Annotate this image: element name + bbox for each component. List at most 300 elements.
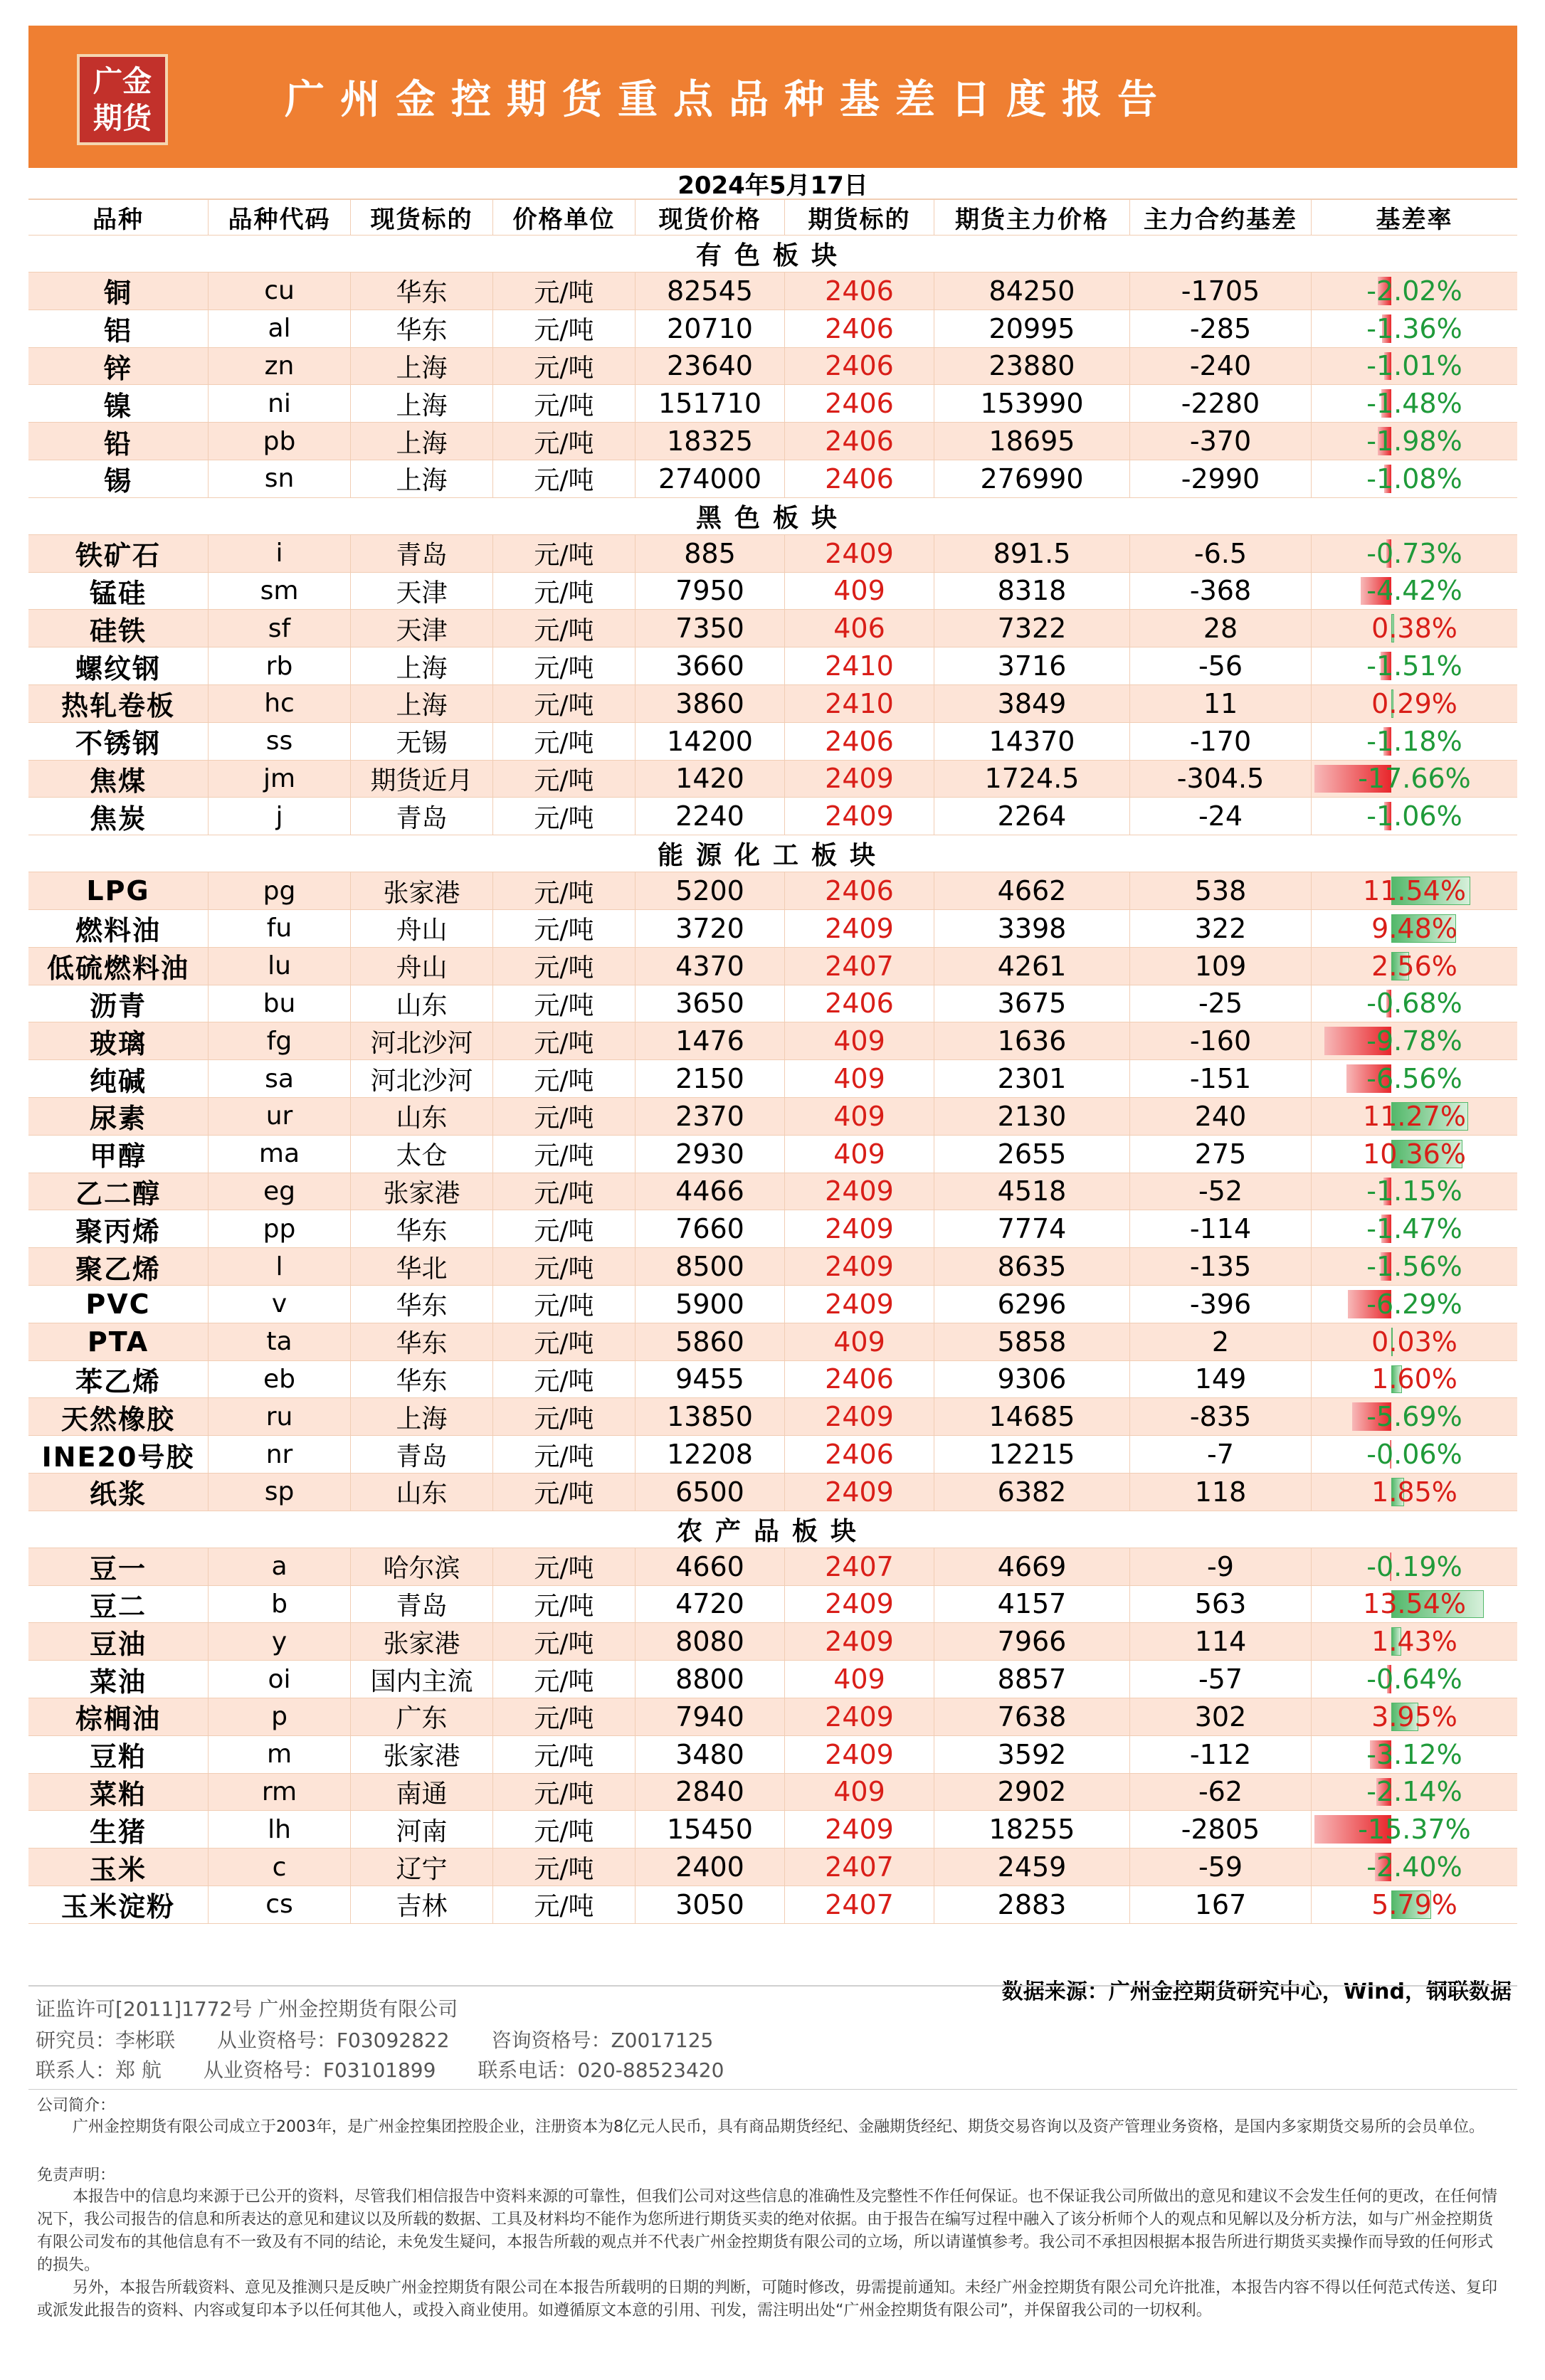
spot-price: 5860 bbox=[636, 1323, 785, 1360]
futures-contract: 409 bbox=[785, 1661, 934, 1698]
variety-name: 锡 bbox=[28, 460, 209, 497]
futures-price: 4157 bbox=[934, 1586, 1130, 1623]
price-unit: 元/吨 bbox=[493, 948, 636, 985]
section-row bbox=[28, 835, 1517, 872]
table-row bbox=[28, 1022, 1517, 1060]
price-unit: 元/吨 bbox=[493, 1361, 636, 1398]
spot-location: 华东 bbox=[351, 1323, 493, 1360]
futures-contract: 2406 bbox=[785, 872, 934, 909]
variety-name: 生猪 bbox=[28, 1811, 209, 1848]
spot-price: 3050 bbox=[636, 1886, 785, 1923]
basis-rate bbox=[1312, 1736, 1517, 1773]
spot-location: 华东 bbox=[351, 1361, 493, 1398]
price-unit: 元/吨 bbox=[493, 1548, 636, 1585]
spot-price: 5900 bbox=[636, 1286, 785, 1323]
variety-code: rm bbox=[209, 1774, 351, 1811]
price-unit: 元/吨 bbox=[493, 685, 636, 722]
table-row bbox=[28, 1173, 1517, 1211]
basis-rate bbox=[1312, 1022, 1517, 1059]
basis-rate bbox=[1312, 761, 1517, 798]
variety-name: 豆一 bbox=[28, 1548, 209, 1585]
variety-code: v bbox=[209, 1286, 351, 1323]
futures-price: 6382 bbox=[934, 1474, 1130, 1511]
futures-price: 7774 bbox=[934, 1210, 1130, 1247]
table-row bbox=[28, 1886, 1517, 1924]
table-row bbox=[28, 872, 1517, 910]
variety-code: eb bbox=[209, 1361, 351, 1398]
variety-code: fg bbox=[209, 1022, 351, 1059]
main-basis: 538 bbox=[1130, 872, 1312, 909]
basis-rate bbox=[1312, 1173, 1517, 1210]
futures-contract: 2409 bbox=[785, 1173, 934, 1210]
futures-price: 276990 bbox=[934, 460, 1130, 497]
column-header: 现货标的 bbox=[351, 200, 493, 235]
table-row bbox=[28, 1136, 1517, 1173]
basis-rate-value: 1.43% bbox=[1371, 1626, 1457, 1658]
futures-contract: 2409 bbox=[785, 910, 934, 947]
basis-rate-value: -1.08% bbox=[1366, 462, 1462, 494]
spot-price: 3860 bbox=[636, 685, 785, 722]
main-basis: -285 bbox=[1130, 310, 1312, 347]
table-row bbox=[28, 348, 1517, 386]
table-row bbox=[28, 310, 1517, 348]
futures-price: 84250 bbox=[934, 273, 1130, 310]
variety-name: 镍 bbox=[28, 385, 209, 422]
spot-location: 天津 bbox=[351, 573, 493, 610]
main-basis: -7 bbox=[1130, 1436, 1312, 1473]
spot-price: 1420 bbox=[636, 761, 785, 798]
basis-rate bbox=[1312, 1286, 1517, 1323]
basis-rate bbox=[1312, 1060, 1517, 1097]
basis-rate-value: -2.02% bbox=[1366, 275, 1462, 307]
price-unit: 元/吨 bbox=[493, 460, 636, 497]
main-basis: -6.5 bbox=[1130, 535, 1312, 572]
spot-location: 张家港 bbox=[351, 1173, 493, 1210]
main-basis: -304.5 bbox=[1130, 761, 1312, 798]
researcher-name: 研究员：李彬联 bbox=[36, 2029, 176, 2052]
spot-location: 广东 bbox=[351, 1698, 493, 1735]
futures-contract: 2406 bbox=[785, 723, 934, 760]
spot-location: 青岛 bbox=[351, 535, 493, 572]
variety-code: ur bbox=[209, 1098, 351, 1135]
variety-code: cs bbox=[209, 1886, 351, 1923]
variety-code: cu bbox=[209, 273, 351, 310]
spot-price: 7660 bbox=[636, 1210, 785, 1247]
price-unit: 元/吨 bbox=[493, 1623, 636, 1660]
spot-price: 3660 bbox=[636, 647, 785, 684]
variety-name: 豆二 bbox=[28, 1586, 209, 1623]
variety-code: sp bbox=[209, 1474, 351, 1511]
variety-code: rb bbox=[209, 647, 351, 684]
researcher-line bbox=[36, 2025, 749, 2053]
futures-price: 3716 bbox=[934, 647, 1130, 684]
spot-location: 太仓 bbox=[351, 1136, 493, 1173]
futures-price: 3592 bbox=[934, 1736, 1130, 1773]
basis-rate-value: -1.56% bbox=[1366, 1251, 1462, 1283]
spot-location: 舟山 bbox=[351, 910, 493, 947]
main-basis: -9 bbox=[1130, 1548, 1312, 1585]
basis-rate-value: 0.03% bbox=[1371, 1326, 1457, 1358]
basis-rate bbox=[1312, 1136, 1517, 1173]
variety-name: 焦煤 bbox=[28, 761, 209, 798]
variety-code: sf bbox=[209, 610, 351, 647]
main-basis: -1705 bbox=[1130, 273, 1312, 310]
futures-contract: 2410 bbox=[785, 647, 934, 684]
researcher-consult: 咨询资格号：Z0017125 bbox=[491, 2029, 714, 2052]
table-row bbox=[28, 1736, 1517, 1774]
table-row bbox=[28, 1248, 1517, 1286]
report-title: 广州金控期货重点品种基差日度报告 bbox=[285, 77, 1173, 123]
futures-contract: 2409 bbox=[785, 798, 934, 835]
futures-price: 1636 bbox=[934, 1022, 1130, 1059]
futures-contract: 2409 bbox=[785, 1286, 934, 1323]
main-basis: -24 bbox=[1130, 798, 1312, 835]
variety-code: lu bbox=[209, 948, 351, 985]
futures-price: 2902 bbox=[934, 1774, 1130, 1811]
spot-price: 18325 bbox=[636, 423, 785, 460]
price-unit: 元/吨 bbox=[493, 1210, 636, 1247]
price-unit: 元/吨 bbox=[493, 1849, 636, 1886]
spot-price: 8500 bbox=[636, 1248, 785, 1285]
spot-location: 河北沙河 bbox=[351, 1022, 493, 1059]
price-unit: 元/吨 bbox=[493, 1811, 636, 1848]
basis-rate bbox=[1312, 1098, 1517, 1135]
futures-price: 2459 bbox=[934, 1849, 1130, 1886]
section-title: 能源化工板块 bbox=[657, 841, 888, 871]
table-row bbox=[28, 1474, 1517, 1511]
variety-name: 铁矿石 bbox=[28, 535, 209, 572]
basis-rate-value: -0.19% bbox=[1366, 1550, 1462, 1582]
spot-price: 3650 bbox=[636, 985, 785, 1022]
spot-location: 舟山 bbox=[351, 948, 493, 985]
data-source: 数据来源：广州金控期货研究中心，Wind，钢联数据 bbox=[1001, 1979, 1512, 2004]
spot-location: 上海 bbox=[351, 685, 493, 722]
price-unit: 元/吨 bbox=[493, 1248, 636, 1285]
spot-price: 9455 bbox=[636, 1361, 785, 1398]
basis-rate bbox=[1312, 1886, 1517, 1923]
main-basis: 28 bbox=[1130, 610, 1312, 647]
basis-rate bbox=[1312, 1323, 1517, 1360]
futures-contract: 2409 bbox=[785, 761, 934, 798]
spot-location: 上海 bbox=[351, 385, 493, 422]
spot-price: 151710 bbox=[636, 385, 785, 422]
table-row bbox=[28, 273, 1517, 310]
basis-rate-value: 5.79% bbox=[1371, 1888, 1457, 1920]
variety-code: lh bbox=[209, 1811, 351, 1848]
variety-name: 低硫燃料油 bbox=[28, 948, 209, 985]
futures-contract: 2409 bbox=[785, 1736, 934, 1773]
price-unit: 元/吨 bbox=[493, 423, 636, 460]
basis-rate-value: -1.36% bbox=[1366, 312, 1462, 344]
spot-location: 张家港 bbox=[351, 872, 493, 909]
column-header: 基差率 bbox=[1376, 206, 1453, 234]
variety-code: sm bbox=[209, 573, 351, 610]
spot-location: 天津 bbox=[351, 610, 493, 647]
section-row bbox=[28, 236, 1517, 273]
price-unit: 元/吨 bbox=[493, 610, 636, 647]
basis-rate bbox=[1312, 647, 1517, 684]
main-basis: 275 bbox=[1130, 1136, 1312, 1173]
futures-price: 7322 bbox=[934, 610, 1130, 647]
spot-price: 82545 bbox=[636, 273, 785, 310]
price-unit: 元/吨 bbox=[493, 1774, 636, 1811]
table-row bbox=[28, 1098, 1517, 1136]
variety-name: 锰硅 bbox=[28, 573, 209, 610]
basis-rate-value: 13.54% bbox=[1363, 1588, 1466, 1620]
spot-location: 青岛 bbox=[351, 798, 493, 835]
main-basis: -151 bbox=[1130, 1060, 1312, 1097]
futures-price: 4261 bbox=[934, 948, 1130, 985]
futures-contract: 409 bbox=[785, 573, 934, 610]
spot-location: 华北 bbox=[351, 1248, 493, 1285]
price-unit: 元/吨 bbox=[493, 985, 636, 1022]
variety-code: l bbox=[209, 1248, 351, 1285]
spot-location: 上海 bbox=[351, 647, 493, 684]
basis-rate-value: -0.64% bbox=[1366, 1664, 1462, 1696]
table-row bbox=[28, 948, 1517, 985]
price-unit: 元/吨 bbox=[493, 1474, 636, 1511]
spot-price: 15450 bbox=[636, 1811, 785, 1848]
variety-name: 乙二醇 bbox=[28, 1173, 209, 1210]
futures-contract: 2410 bbox=[785, 685, 934, 722]
spot-price: 2150 bbox=[636, 1060, 785, 1097]
variety-name: 纸浆 bbox=[28, 1474, 209, 1511]
basis-rate bbox=[1312, 535, 1517, 572]
variety-name: 焦炭 bbox=[28, 798, 209, 835]
basis-rate-value: 10.36% bbox=[1363, 1138, 1466, 1170]
price-unit: 元/吨 bbox=[493, 1661, 636, 1698]
futures-contract: 2406 bbox=[785, 348, 934, 385]
futures-price: 3675 bbox=[934, 985, 1130, 1022]
basis-rate-value: -2.14% bbox=[1366, 1776, 1462, 1808]
basis-rate bbox=[1312, 1698, 1517, 1735]
spot-price: 12208 bbox=[636, 1436, 785, 1473]
variety-name: 菜油 bbox=[28, 1661, 209, 1698]
variety-name: INE20号胶 bbox=[28, 1436, 209, 1473]
table-row bbox=[28, 1361, 1517, 1399]
variety-name: 铅 bbox=[28, 423, 209, 460]
variety-code: pp bbox=[209, 1210, 351, 1247]
table-row bbox=[28, 1623, 1517, 1661]
basis-rate bbox=[1312, 1623, 1517, 1660]
table-row bbox=[28, 647, 1517, 685]
basis-rate bbox=[1312, 1586, 1517, 1623]
main-basis: -370 bbox=[1130, 423, 1312, 460]
basis-rate bbox=[1312, 1361, 1517, 1398]
table-row bbox=[28, 385, 1517, 423]
main-basis: 109 bbox=[1130, 948, 1312, 985]
table-row bbox=[28, 1210, 1517, 1248]
variety-name: 燃料油 bbox=[28, 910, 209, 947]
variety-name: 锌 bbox=[28, 348, 209, 385]
main-basis: -835 bbox=[1130, 1398, 1312, 1435]
variety-code: ru bbox=[209, 1398, 351, 1435]
variety-name: 纯碱 bbox=[28, 1060, 209, 1097]
table-row bbox=[28, 535, 1517, 573]
basis-rate-value: -1.47% bbox=[1366, 1213, 1462, 1245]
variety-code: nr bbox=[209, 1436, 351, 1473]
futures-price: 3849 bbox=[934, 685, 1130, 722]
futures-price: 7966 bbox=[934, 1623, 1130, 1660]
futures-contract: 2406 bbox=[785, 1361, 934, 1398]
price-unit: 元/吨 bbox=[493, 1398, 636, 1435]
futures-contract: 409 bbox=[785, 1136, 934, 1173]
basis-rate bbox=[1312, 948, 1517, 985]
report-page bbox=[28, 26, 1517, 2358]
basis-rate-value: -1.51% bbox=[1366, 650, 1462, 682]
futures-contract: 2409 bbox=[785, 1398, 934, 1435]
futures-price: 4518 bbox=[934, 1173, 1130, 1210]
futures-price: 12215 bbox=[934, 1436, 1130, 1473]
spot-price: 2240 bbox=[636, 798, 785, 835]
spot-price: 274000 bbox=[636, 460, 785, 497]
variety-code: m bbox=[209, 1736, 351, 1773]
futures-price: 5858 bbox=[934, 1323, 1130, 1360]
basis-rate-value: -5.69% bbox=[1366, 1401, 1462, 1433]
basis-rate bbox=[1312, 1474, 1517, 1511]
spot-price: 3720 bbox=[636, 910, 785, 947]
table-row bbox=[28, 423, 1517, 460]
spot-price: 7950 bbox=[636, 573, 785, 610]
variety-name: 聚丙烯 bbox=[28, 1210, 209, 1247]
futures-contract: 2406 bbox=[785, 460, 934, 497]
variety-name: 菜粕 bbox=[28, 1774, 209, 1811]
futures-price: 18255 bbox=[934, 1811, 1130, 1848]
futures-contract: 2409 bbox=[785, 1623, 934, 1660]
price-unit: 元/吨 bbox=[493, 872, 636, 909]
report-date: 2024年5月17日 bbox=[677, 171, 868, 200]
futures-price: 8318 bbox=[934, 573, 1130, 610]
spot-price: 5200 bbox=[636, 872, 785, 909]
futures-contract: 2409 bbox=[785, 1811, 934, 1848]
basis-rate bbox=[1312, 460, 1517, 497]
logo-line-1: 广金 bbox=[93, 64, 152, 98]
spot-location: 山东 bbox=[351, 1474, 493, 1511]
futures-price: 23880 bbox=[934, 348, 1130, 385]
variety-code: bu bbox=[209, 985, 351, 1022]
variety-name: 玉米淀粉 bbox=[28, 1886, 209, 1923]
spot-location: 国内主流 bbox=[351, 1661, 493, 1698]
basis-rate-value: -15.37% bbox=[1358, 1814, 1471, 1846]
basis-rate-value: 0.38% bbox=[1371, 613, 1457, 645]
researcher-cert: 从业资格号：F03092822 bbox=[216, 2029, 450, 2052]
main-basis: -112 bbox=[1130, 1736, 1312, 1773]
basis-rate bbox=[1312, 273, 1517, 310]
futures-contract: 2406 bbox=[785, 1436, 934, 1473]
futures-contract: 2409 bbox=[785, 535, 934, 572]
company-logo bbox=[77, 54, 168, 145]
spot-price: 1476 bbox=[636, 1022, 785, 1059]
spot-location: 上海 bbox=[351, 423, 493, 460]
column-header: 期货标的 bbox=[785, 200, 934, 235]
basis-rate bbox=[1312, 1210, 1517, 1247]
spot-price: 8080 bbox=[636, 1623, 785, 1660]
section-title: 有色板块 bbox=[695, 241, 850, 270]
basis-rate-value: 3.95% bbox=[1371, 1701, 1457, 1733]
variety-code: b bbox=[209, 1586, 351, 1623]
column-header-row bbox=[28, 199, 1517, 236]
table-row bbox=[28, 1398, 1517, 1436]
variety-code: eg bbox=[209, 1173, 351, 1210]
spot-price: 2370 bbox=[636, 1098, 785, 1135]
futures-price: 14685 bbox=[934, 1398, 1130, 1435]
variety-code: sn bbox=[209, 460, 351, 497]
futures-price: 2301 bbox=[934, 1060, 1130, 1097]
contact-cert: 从业资格号：F03101899 bbox=[203, 2058, 436, 2082]
table-row bbox=[28, 1811, 1517, 1849]
variety-code: ma bbox=[209, 1136, 351, 1173]
main-basis: 563 bbox=[1130, 1586, 1312, 1623]
basis-rate-value: -2.40% bbox=[1366, 1851, 1462, 1883]
main-basis: 2 bbox=[1130, 1323, 1312, 1360]
futures-contract: 409 bbox=[785, 1323, 934, 1360]
price-unit: 元/吨 bbox=[493, 1098, 636, 1135]
futures-contract: 2407 bbox=[785, 1548, 934, 1585]
footer-divider bbox=[28, 1985, 1517, 1987]
variety-name: 玻璃 bbox=[28, 1022, 209, 1059]
basis-rate bbox=[1312, 1548, 1517, 1585]
variety-name: LPG bbox=[28, 872, 209, 909]
table-row bbox=[28, 723, 1517, 761]
basis-rate-value: -1.18% bbox=[1366, 725, 1462, 757]
futures-price: 6296 bbox=[934, 1286, 1130, 1323]
variety-code: ta bbox=[209, 1323, 351, 1360]
spot-location: 华东 bbox=[351, 310, 493, 347]
variety-code: fu bbox=[209, 910, 351, 947]
price-unit: 元/吨 bbox=[493, 1136, 636, 1173]
basis-rate-value: 0.29% bbox=[1371, 687, 1457, 719]
main-basis: 11 bbox=[1130, 685, 1312, 722]
spot-price: 7350 bbox=[636, 610, 785, 647]
spot-price: 4466 bbox=[636, 1173, 785, 1210]
futures-contract: 409 bbox=[785, 1098, 934, 1135]
main-basis: -2280 bbox=[1130, 385, 1312, 422]
basis-rate bbox=[1312, 1774, 1517, 1811]
spot-location: 山东 bbox=[351, 1098, 493, 1135]
basis-rate-value: -17.66% bbox=[1358, 763, 1471, 795]
table-row bbox=[28, 573, 1517, 610]
table-row bbox=[28, 1849, 1517, 1886]
price-unit: 元/吨 bbox=[493, 1886, 636, 1923]
spot-location: 华东 bbox=[351, 1286, 493, 1323]
main-basis: 114 bbox=[1130, 1623, 1312, 1660]
column-header: 品种代码 bbox=[209, 200, 351, 235]
variety-name: 不锈钢 bbox=[28, 723, 209, 760]
futures-price: 2130 bbox=[934, 1098, 1130, 1135]
table-row bbox=[28, 1698, 1517, 1736]
futures-contract: 2406 bbox=[785, 985, 934, 1022]
futures-contract: 2407 bbox=[785, 948, 934, 985]
futures-contract: 409 bbox=[785, 1060, 934, 1097]
main-basis: 322 bbox=[1130, 910, 1312, 947]
contact-phone: 联系电话：020-88523420 bbox=[478, 2058, 724, 2082]
futures-price: 3398 bbox=[934, 910, 1130, 947]
futures-price: 8635 bbox=[934, 1248, 1130, 1285]
price-unit: 元/吨 bbox=[493, 647, 636, 684]
variety-code: i bbox=[209, 535, 351, 572]
main-basis: -170 bbox=[1130, 723, 1312, 760]
main-basis: 240 bbox=[1130, 1098, 1312, 1135]
basis-rate bbox=[1312, 1398, 1517, 1435]
table-row bbox=[28, 761, 1517, 798]
futures-contract: 2406 bbox=[785, 273, 934, 310]
price-unit: 元/吨 bbox=[493, 1173, 636, 1210]
futures-price: 2883 bbox=[934, 1886, 1130, 1923]
basis-rate bbox=[1312, 798, 1517, 835]
basis-rate bbox=[1312, 610, 1517, 647]
variety-name: 铜 bbox=[28, 273, 209, 310]
contact-name: 联系人：郑 航 bbox=[36, 2058, 162, 2082]
